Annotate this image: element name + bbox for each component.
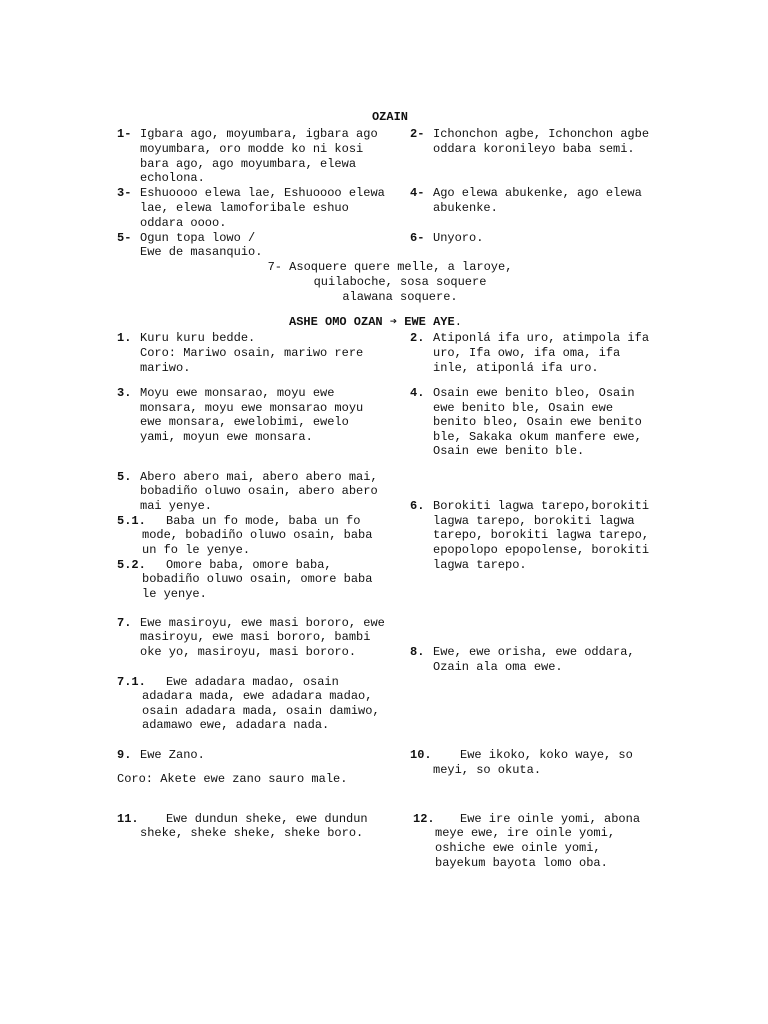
heading-right: EWE AYE: [404, 315, 455, 329]
text-line: ble, Sakaka okum manfere ewe,: [433, 430, 642, 444]
text-line: Omore baba, omore baba,: [166, 558, 332, 572]
item-number: 6-: [410, 231, 425, 245]
text-line: Ewe masiroyu, ewe masi bororo, ewe: [140, 616, 385, 630]
centered-verse: [0, 260, 768, 275]
text-line: le yenye.: [142, 587, 207, 601]
text-line: Ozain ala oma ewe.: [433, 660, 563, 674]
text-line: abukenke.: [433, 201, 498, 215]
text-line: echolona.: [140, 171, 205, 185]
text-line: Ewe Zano.: [140, 748, 205, 762]
text-line: Ewe ikoko, koko waye, so: [460, 748, 633, 762]
text-line: ewe monsara, ewelobimi, ewelo: [140, 415, 349, 429]
text-line: mode, bobadiño oluwo osain, baba: [142, 528, 373, 542]
text-line: yami, moyun ewe monsara.: [140, 430, 313, 444]
text-line: Unyoro.: [433, 231, 484, 245]
item-number: 7.: [117, 616, 132, 630]
text-line: Abero abero mai, abero abero mai,: [140, 470, 378, 484]
text-line: Ewe adadara madao, osain: [166, 675, 339, 689]
item-number: 5.2.: [117, 558, 146, 572]
text-line: Ichonchon agbe, Ichonchon agbe: [433, 127, 650, 141]
text-line: Osain ewe benito ble.: [433, 444, 585, 458]
heading-left: ASHE OMO OZAN: [289, 315, 383, 329]
text-line: Coro: Mariwo osain, mariwo rere: [140, 346, 364, 360]
text-line: bobadiño oluwo osain, omore baba: [142, 572, 373, 586]
item-number: 4.: [410, 386, 425, 400]
text-line: Igbara ago, moyumbara, igbara ago: [140, 127, 378, 141]
text-line: Borokiti lagwa tarepo,borokiti: [433, 499, 650, 513]
text-line: Ewe dundun sheke, ewe dundun: [166, 812, 368, 826]
item-number: 7.1.: [117, 675, 146, 689]
text-line: Eshuoooo elewa lae, Eshuoooo elewa: [140, 186, 385, 200]
text-line: Ago elewa abukenke, ago elewa: [433, 186, 642, 200]
text-line: Ewe de masanquio.: [140, 245, 263, 259]
text-line: adamawo ewe, adadara nada.: [142, 718, 330, 732]
text-line: tarepo, borokiti lagwa tarepo,: [433, 528, 650, 542]
text-line: moyumbara, oro modde ko ni kosi: [140, 142, 364, 156]
text-line: mai yenye.: [140, 499, 213, 513]
item-number: 5.1.: [117, 514, 146, 528]
item-number: 1-: [117, 127, 132, 141]
item-number: 12.: [413, 812, 435, 826]
text-line: un fo le yenye.: [142, 543, 251, 557]
item-number: 5.: [117, 470, 132, 484]
item-number: 7-: [267, 260, 282, 274]
item-number: 2.: [410, 331, 425, 345]
text-line: mariwo.: [140, 361, 191, 375]
item-number: 8.: [410, 645, 425, 659]
item-number: 5-: [117, 231, 132, 245]
coro-line: Coro: Akete ewe zano sauro male.: [117, 772, 348, 786]
text-line: Osain ewe benito bleo, Osain: [433, 386, 635, 400]
text-line: lae, elewa lamoforibale eshuo: [140, 201, 349, 215]
heading-dot: .: [454, 315, 462, 329]
item-number: 2-: [410, 127, 425, 141]
text-line: oddara oooo.: [140, 216, 227, 230]
text-line: Ewe ire oinle yomi, abona: [460, 812, 641, 826]
section-heading: [289, 315, 462, 330]
text-line: bobadiño oluwo osain, abero abero: [140, 484, 378, 498]
document-title: OZAIN: [371, 110, 408, 124]
arrow-right-icon: ➔: [389, 315, 398, 329]
item-number: 4-: [410, 186, 425, 200]
text-line: inle, atiponlá ifa uro.: [433, 361, 599, 375]
item-number: 11.: [117, 812, 139, 826]
text-line: benito bleo, Osain ewe benito: [433, 415, 642, 429]
item-number: 3-: [117, 186, 132, 200]
text-line: alawana soquere.: [342, 290, 458, 304]
item-number: 10.: [410, 748, 432, 762]
text-line: lagwa tarepo, borokiti lagwa: [433, 514, 635, 528]
text-line: oddara koronileyo baba semi.: [433, 142, 635, 156]
item-number: 6.: [410, 499, 425, 513]
text-line: oke yo, masiroyu, masi bororo.: [140, 645, 357, 659]
text-line: ewe benito ble, Osain ewe: [433, 401, 614, 415]
text-line: sheke, sheke sheke, sheke boro.: [140, 826, 364, 840]
text-line: bara ago, ago moyumbara, elewa: [140, 157, 357, 171]
text-line: osain adadara mada, osain damiwo,: [142, 704, 380, 718]
item-number: 9.: [117, 748, 132, 762]
text-line: monsara, moyu ewe monsarao moyu: [140, 401, 364, 415]
text-line: Moyu ewe monsarao, moyu ewe: [140, 386, 335, 400]
text-line: Atiponlá ifa uro, atimpola ifa: [433, 331, 650, 345]
text-line: meyi, so okuta.: [433, 763, 542, 777]
text-line: masiroyu, ewe masi bororo, bambi: [140, 630, 371, 644]
item-number: 3.: [117, 386, 132, 400]
text-line: Baba un fo mode, baba un fo: [166, 514, 361, 528]
text-line: oshiche ewe oinle yomi,: [435, 841, 601, 855]
text-line: Asoquere quere melle, a laroye,: [289, 260, 513, 274]
text-line: lagwa tarepo.: [433, 558, 527, 572]
text-line: epopolopo epopolense, borokiti: [433, 543, 650, 557]
text-line: Ewe, ewe orisha, ewe oddara,: [433, 645, 635, 659]
text-line: quilaboche, sosa soquere: [313, 275, 487, 289]
text-line: adadara mada, ewe adadara madao,: [142, 689, 373, 703]
text-line: uro, Ifa owo, ifa oma, ifa: [433, 346, 621, 360]
text-line: meye ewe, ire oinle yomi,: [435, 826, 616, 840]
text-line: Kuru kuru bedde.: [140, 331, 256, 345]
text-line: Ogun topa lowo /: [140, 231, 256, 245]
text-line: bayekum bayota lomo oba.: [435, 856, 608, 870]
item-number: 1.: [117, 331, 132, 345]
